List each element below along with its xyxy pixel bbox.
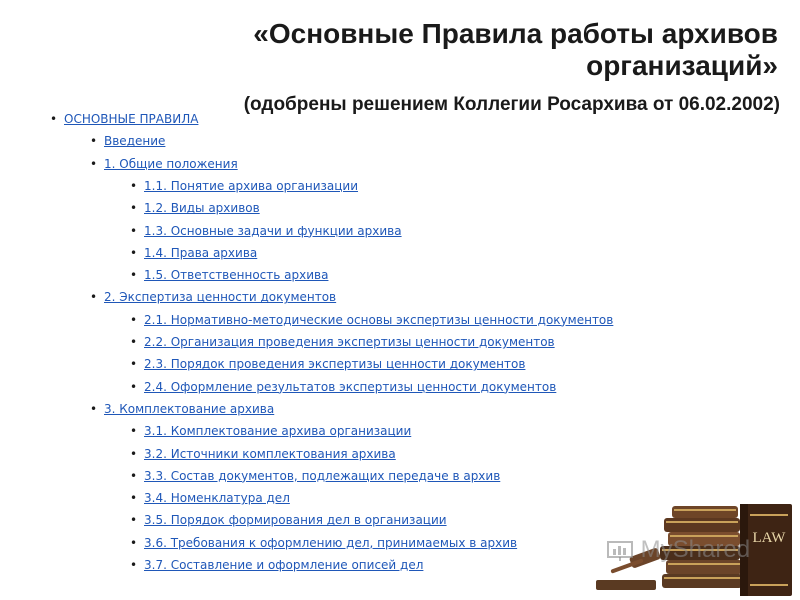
toc-item [0,555,423,575]
toc-link[interactable]: 3.2. Источники комплектования архива [144,446,396,461]
toc-link[interactable]: 1.5. Ответственность архива [144,268,329,283]
toc-link[interactable]: Введение [104,134,166,149]
bullet-icon: • [50,112,58,126]
toc-item [0,488,290,508]
bullet-icon: • [130,268,138,283]
toc-link[interactable]: ОСНОВНЫЕ ПРАВИЛА [64,112,199,126]
toc-item [0,466,500,486]
toc-link[interactable]: 2.2. Организация проведения экспертизы ценности документов [144,335,555,349]
toc-link[interactable]: 3.7. Составление и оформление описей дел [144,558,424,572]
toc-link[interactable]: 3.3. Состав документов, подлежащих передаче в архив [144,468,501,483]
toc-item [0,377,556,397]
toc-item [0,221,402,241]
toc-item [0,354,525,374]
bullet-icon: • [90,401,98,416]
toc-item [0,533,517,553]
bullet-icon: • [130,424,138,439]
toc-link[interactable]: 2.1. Нормативно-методические основы экспертизы ценности документов [144,312,614,327]
toc-link[interactable]: 2.4. Оформление результатов экспертизы ценности документов [144,379,557,394]
bullet-icon: • [130,491,138,506]
bullet-icon: • [130,201,138,216]
toc-link[interactable]: 3.1. Комплектование архива организации [144,424,412,439]
bullet-icon: • [90,134,98,149]
toc-item [0,510,447,530]
watermark [606,536,776,570]
bullet-icon: • [130,312,138,327]
toc-link[interactable]: 3. Комплектование архива [104,401,275,416]
toc-item [0,265,328,285]
toc-item [0,154,238,174]
toc-item [0,287,336,307]
law-book-label: LAW [752,530,786,546]
bullet-icon: • [130,223,138,238]
bullet-icon: • [130,535,138,550]
toc-link[interactable]: 1.4. Права архива [144,245,258,260]
slide-title: «Основные Правила работы архивов организаций» [253,18,778,81]
toc-link[interactable]: 2. Экспертиза ценности документов [104,290,337,305]
toc-item [0,332,555,352]
presentation-icon [606,540,634,562]
toc-link[interactable]: 3.4. Номенклатура дел [144,491,290,506]
toc-link[interactable]: 1.3. Основные задачи и функции архива [144,223,402,238]
bullet-icon: • [130,178,138,193]
toc-item [0,444,396,464]
toc-link[interactable]: 1.2. Виды архивов [144,201,260,216]
bullet-icon: • [130,558,138,572]
toc-item [0,198,260,218]
toc-item [0,399,274,419]
bullet-icon: • [130,513,138,528]
bullet-icon: • [130,245,138,260]
slide-subtitle: (одобрены решением Коллегии Росархива от 06.02.2002) [243,94,780,115]
toc-item [0,421,411,441]
toc-item [0,131,165,151]
toc-item [0,310,613,330]
toc-item [0,176,358,196]
bullet-icon: • [90,290,98,305]
toc-link[interactable]: 1. Общие положения [104,156,238,171]
toc-item [0,243,257,263]
toc-link[interactable]: 1.1. Понятие архива организации [144,178,359,193]
bullet-icon: • [130,335,138,349]
toc-link[interactable]: 3.5. Порядок формирования дел в организации [144,513,447,528]
bullet-icon: • [130,357,138,372]
bullet-icon: • [130,468,138,483]
bullet-icon: • [130,446,138,461]
toc-link[interactable]: 2.3. Порядок проведения экспертизы ценности документов [144,357,526,372]
bullet-icon: • [130,379,138,394]
toc-link[interactable]: 3.6. Требования к оформлению дел, принимаемых в архив [144,535,518,550]
watermark-text: MyShared [640,536,751,563]
bullet-icon: • [90,156,98,171]
